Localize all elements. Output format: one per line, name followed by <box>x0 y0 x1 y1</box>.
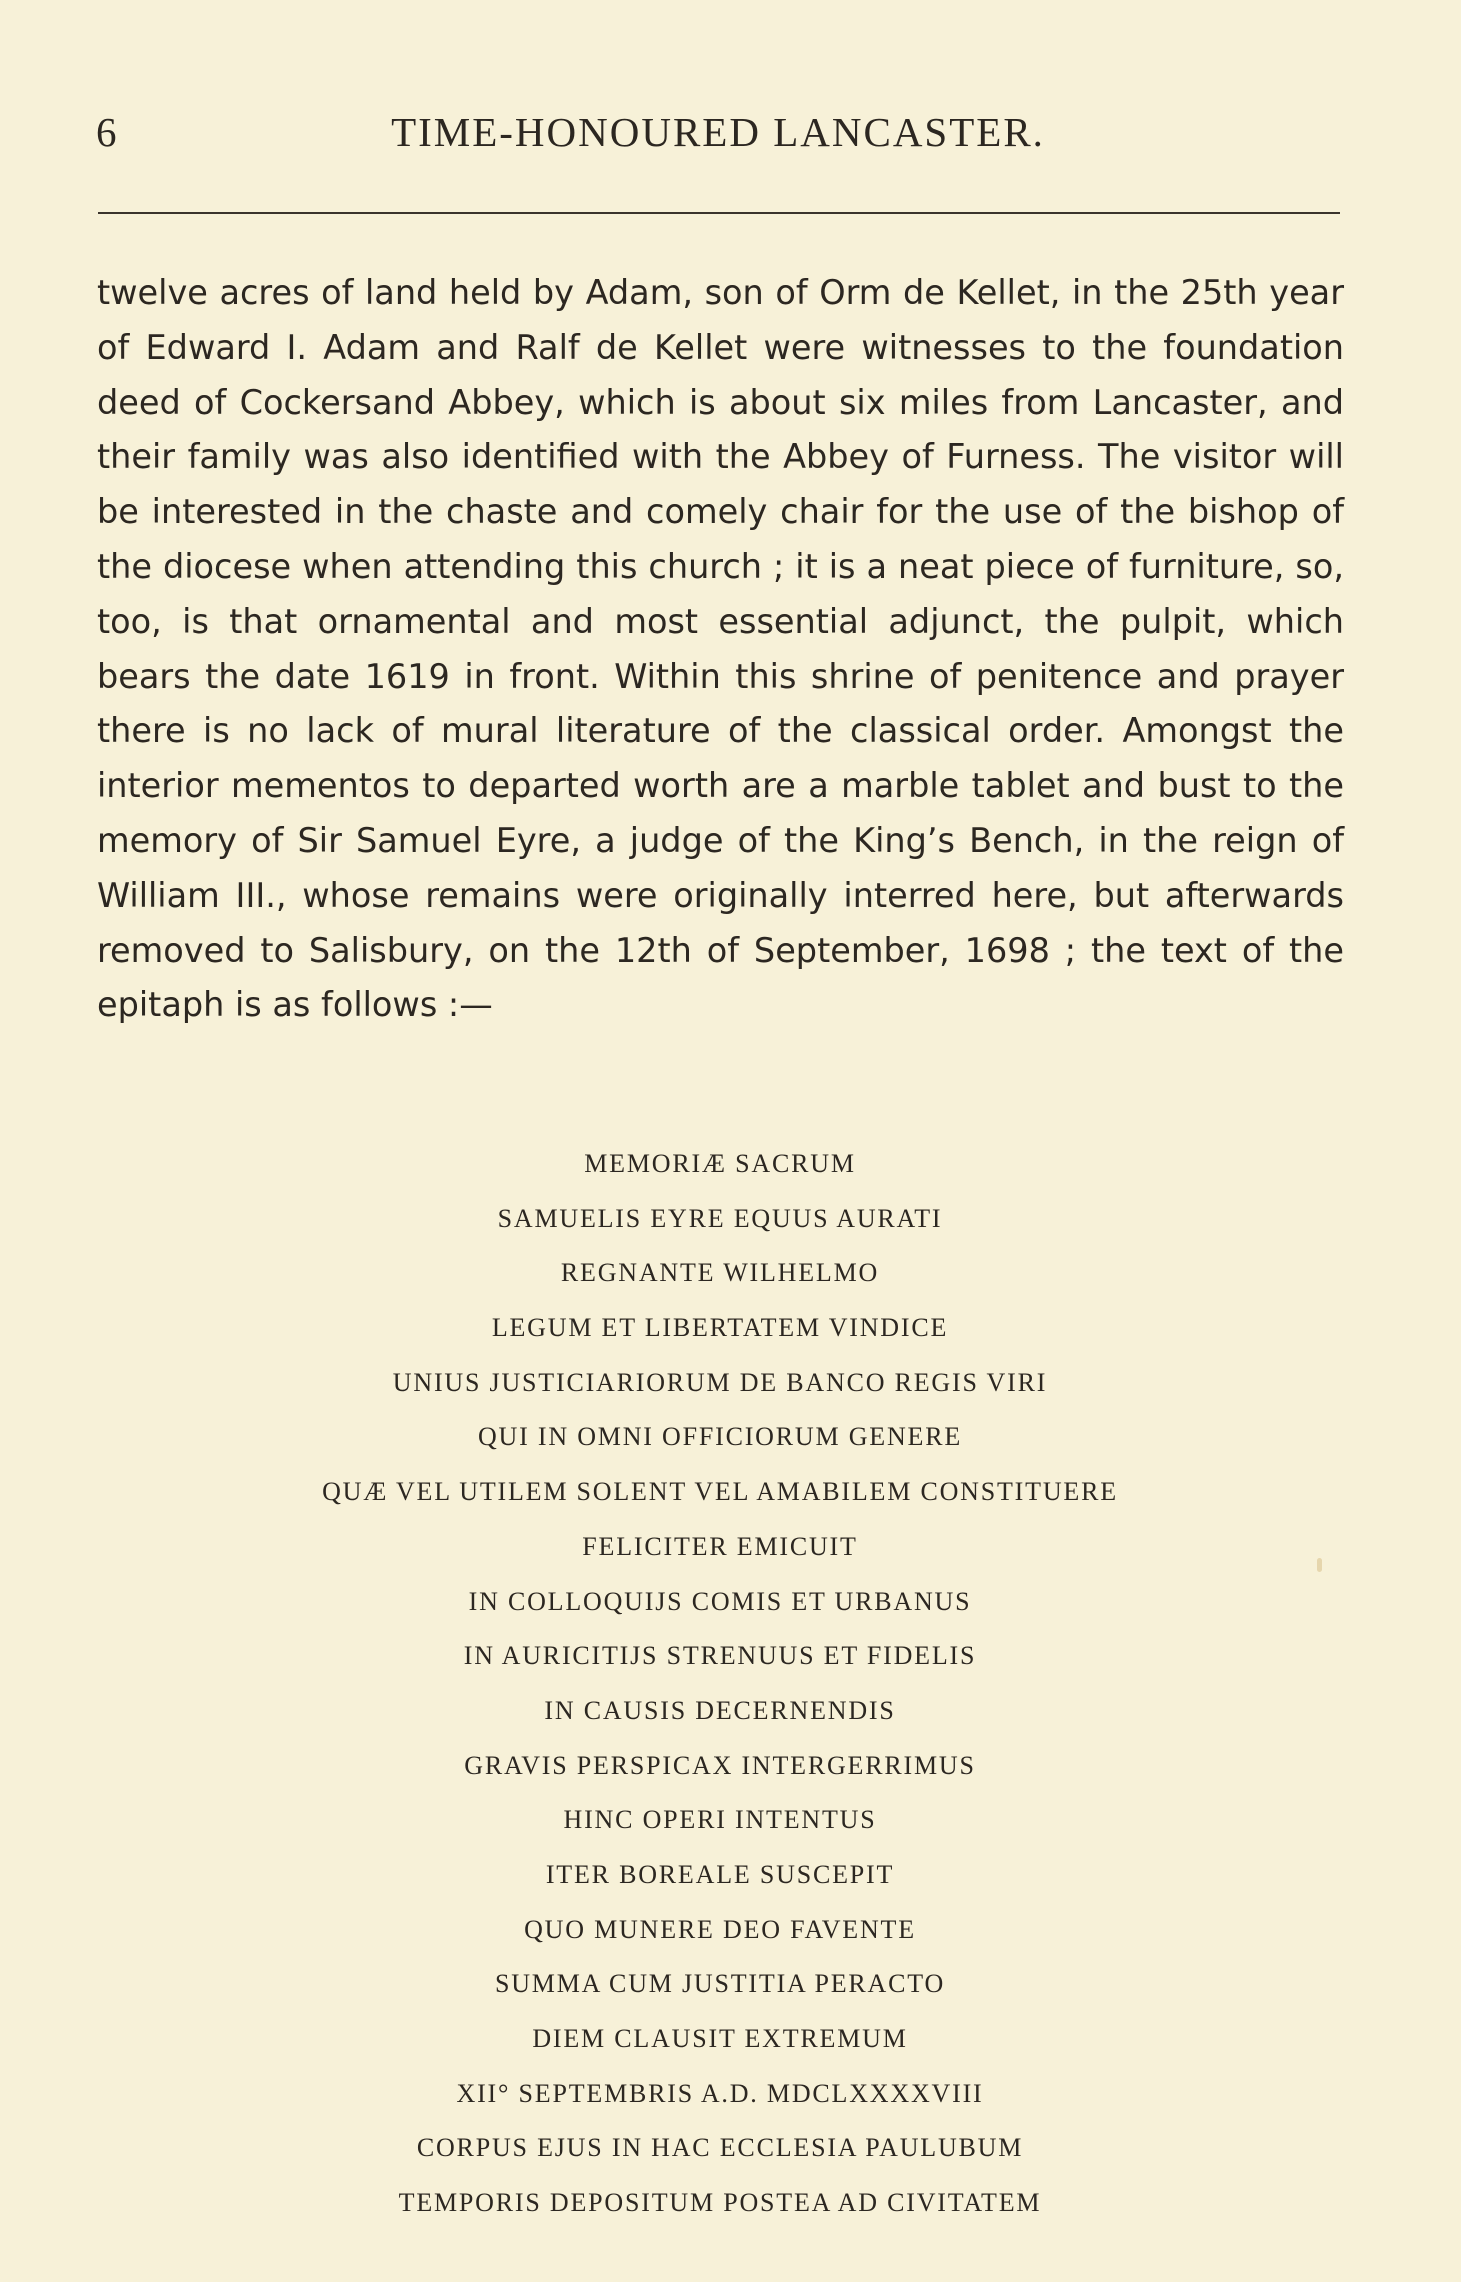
paper-blemish <box>1317 1558 1322 1572</box>
epitaph-line: QUO MUNERE DEO FAVENTE <box>524 1914 916 1944</box>
epitaph-line: FELICITER EMICUIT <box>582 1531 858 1561</box>
epitaph-line: LEGUM ET LIBERTATEM VINDICE <box>491 1313 949 1343</box>
epitaph-line: CORPUS EJUS IN HAC ECCLESIA PAULUBUM <box>416 2133 1024 2163</box>
epitaph-line: IN CAUSIS DECERNENDIS <box>544 1695 896 1725</box>
epitaph-line: IN COLLOQUIJS COMIS ET URBANUS <box>468 1586 972 1616</box>
epitaph-line: HINC OPERI INTENTUS <box>563 1805 877 1835</box>
page-number: 6 <box>96 109 118 155</box>
header-rule <box>98 212 1340 214</box>
epitaph-line: QUÆ VEL UTILEM SOLENT VEL AMABILEM CONSTITUERE <box>322 1477 1118 1507</box>
page-header <box>96 108 1340 168</box>
epitaph-line: ITER BOREALE SUSCEPIT <box>545 1859 895 1889</box>
epitaph-line: SAMUELIS EYRE EQUUS AURATI <box>497 1203 943 1233</box>
epitaph-line: REGNANTE WILHELMO <box>560 1258 880 1288</box>
body-paragraph: twelve acres of land held by Adam, son of Orm de Kellet, in the 25th year of Edward I. Adam and Ralf de Kellet were witnesses to the foundation deed of Cockersand Abbey, which is about six miles from Lancaster, and their family was also identified with the Abbey of Furness. The visitor will be interested in the chaste and comely chair for the use of the bishop of the diocese when attending this church ; it is a neat piece of furniture, so, too, is that ornamental and most essential adjunct, the pulpit, which bears the date 1619 in front. Within this shrine of penitence and prayer there is no lack of mural literature of the classical order. Amongst the interior mementos to departed worth are a marble tablet and bust to the memory of Sir Samuel Eyre, a judge of the King’s Bench, in the reign of William III., whose remains were originally interred here, but afterwards removed to Salisbury, on the 12th of September, 1698 ; the text of the epitaph is as follows :— <box>97 273 1344 1025</box>
epitaph-line: MEMORIÆ SACRUM <box>584 1149 856 1178</box>
epitaph-line: GRAVIS PERSPICAX INTERGERRIMUS <box>464 1750 976 1780</box>
epitaph-line: UNIUS JUSTICIARIORUM DE BANCO REGIS VIRI <box>392 1367 1048 1397</box>
running-title: TIME-HONOURED LANCASTER. <box>391 109 1045 155</box>
epitaph-line: DIEM CLAUSIT EXTREMUM <box>532 2024 908 2053</box>
epitaph-line: QUI IN OMNI OFFICIORUM GENERE <box>477 1422 963 1452</box>
epitaph-line: SUMMA CUM JUSTITIA PERACTO <box>494 1969 946 1999</box>
epitaph-line: XII° SEPTEMBRIS A.D. MDCLXXXXVIII <box>456 2078 984 2108</box>
epitaph-inscription <box>98 1137 1342 2231</box>
body-text <box>97 266 1344 1033</box>
epitaph-line: TEMPORIS DEPOSITUM POSTEA AD CIVITATEM <box>398 2188 1042 2218</box>
epitaph-line: IN AURICITIJS STRENUUS ET FIDELIS <box>463 1641 977 1671</box>
